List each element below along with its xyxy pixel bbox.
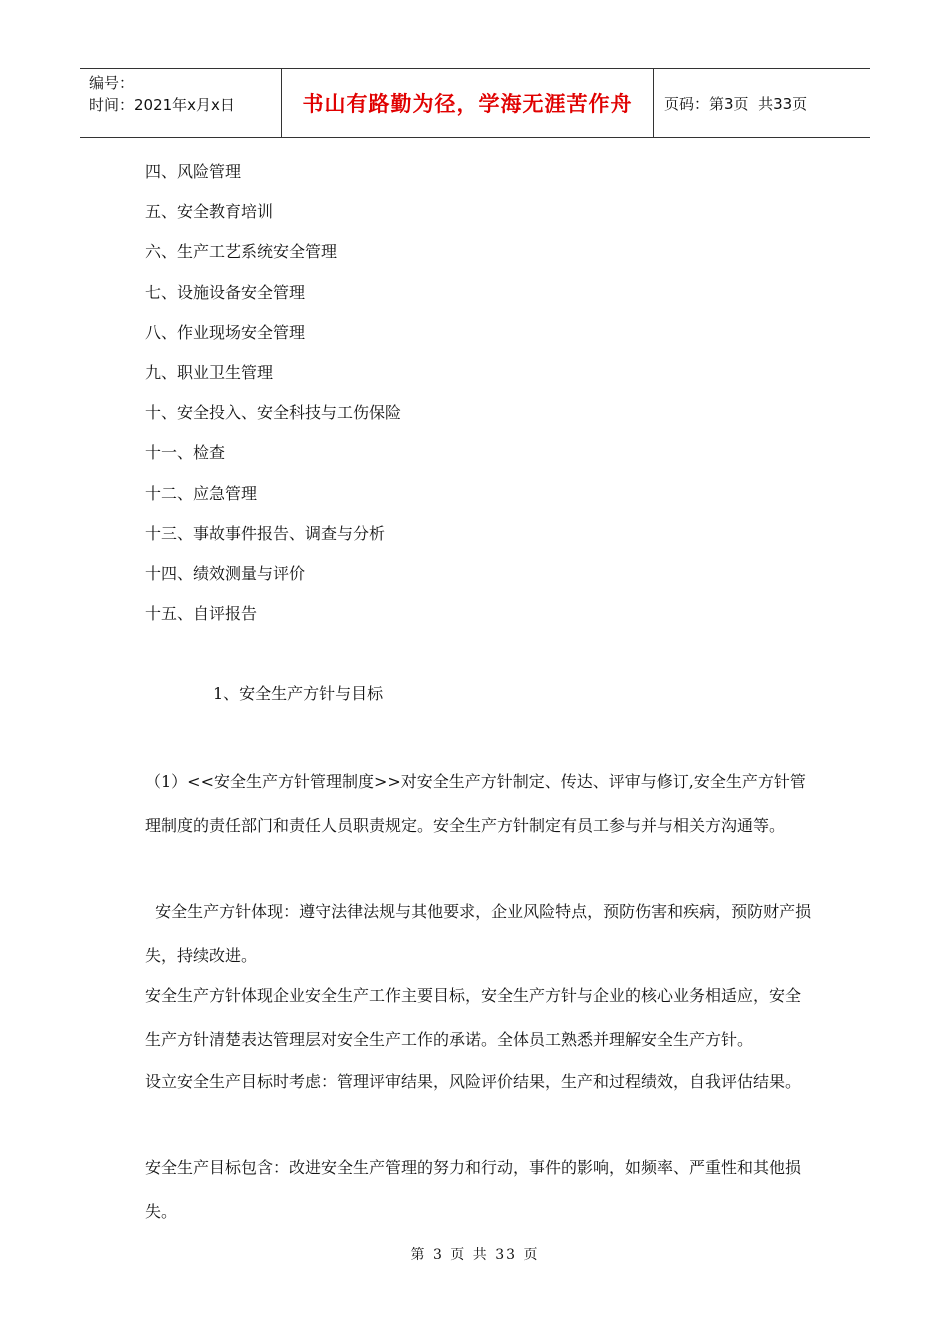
toc-item: 七、设施设备安全管理	[145, 282, 306, 302]
page-header	[80, 68, 870, 138]
toc-item: 九、职业卫生管理	[145, 362, 274, 382]
toc-item: 十二、应急管理	[145, 483, 258, 503]
paragraph: 设立安全生产目标时考虑：管理评审结果，风险评价结果，生产和过程绩效，自我评估结果。	[145, 1072, 802, 1091]
toc-item: 十五、自评报告	[145, 604, 258, 624]
section-title: 1、安全生产方针与目标	[213, 684, 384, 703]
toc-item: 十、安全投入、安全科技与工伤保险	[145, 403, 402, 423]
paragraph: 安全生产目标包含：改进安全生产管理的努力和行动，事件的影响，如频率、严重性和其他损失。	[145, 1158, 802, 1221]
header-page-label: 页码：第3页 共33页	[664, 94, 808, 113]
toc-item: 六、生产工艺系统安全管理	[145, 242, 338, 262]
paragraph: （1）<<安全生产方针管理制度>>对安全生产方针制定、传达、评审与修订,安全生产方针管理制度的责任部门和责任人员职责规定。安全生产方针制定有员工参与并与相关方沟通等。	[145, 772, 806, 835]
header-number-label: 编号：	[89, 74, 135, 92]
header-meta	[80, 69, 282, 137]
page-footer: 第 3 页 共 33 页	[410, 1247, 540, 1263]
paragraph: 安全生产方针体现企业安全生产工作主要目标，安全生产方针与企业的核心业务相适应，安全生产方针清楚表达管理层对安全生产工作的承诺。全体员工熟悉并理解安全生产方针。	[145, 986, 802, 1049]
paragraph: 安全生产方针体现：遵守法律法规与其他要求，企业风险特点，预防伤害和疾病，预防财产损失，持续改进。	[145, 902, 812, 965]
toc-item: 十三、事故事件报告、调查与分析	[145, 523, 386, 543]
toc-item: 五、安全教育培训	[145, 202, 274, 222]
toc-item: 四、风险管理	[145, 162, 242, 181]
table-of-contents	[145, 158, 401, 640]
toc-item: 八、作业现场安全管理	[145, 322, 306, 342]
header-time-label: 时间：2021年x月x日	[89, 96, 235, 114]
header-page-info	[654, 69, 870, 137]
toc-item: 十一、检查	[145, 443, 226, 463]
header-motto: 书山有路勤为径，学海无涯苦作舟	[282, 69, 654, 137]
toc-item: 十四、绩效测量与评价	[145, 563, 306, 583]
